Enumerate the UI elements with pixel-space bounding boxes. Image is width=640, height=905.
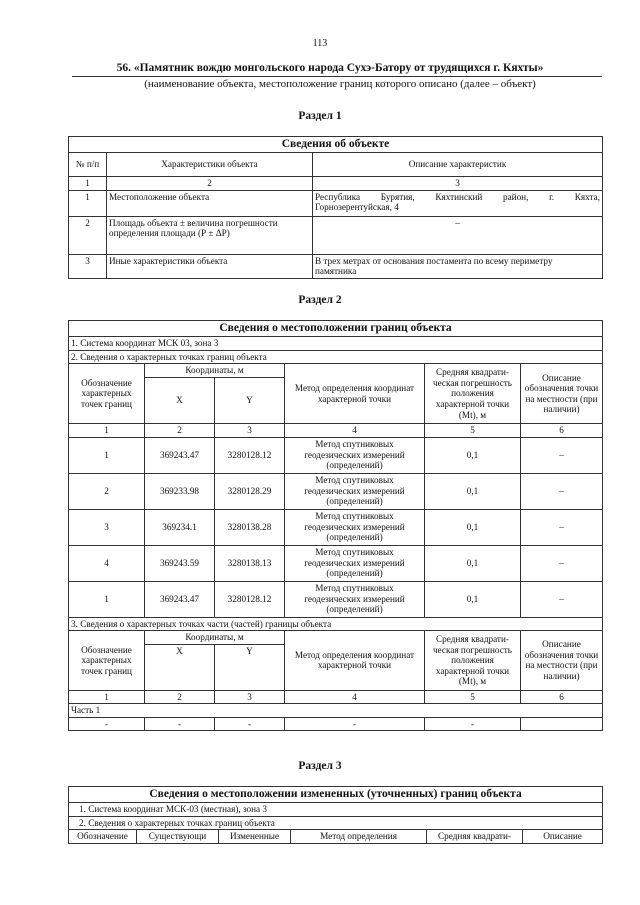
table-row <box>69 190 603 216</box>
table-row <box>69 717 603 731</box>
changed-boundary-table <box>68 786 603 844</box>
object-title: 56. «Памятник вождю монгольского народа Сухэ-Батору от трудящихся г. Кяхты» <box>116 62 544 74</box>
changed-header-designation: Обозначение <box>69 830 137 844</box>
col-number-6: 6 <box>521 423 603 437</box>
description-line: Горнозерентуйская, 4 <box>315 202 399 213</box>
point-x: 369233.98 <box>145 473 215 509</box>
row-description <box>313 216 603 254</box>
col-number-3: 3 <box>313 177 603 191</box>
point-id: 1 <box>69 437 145 473</box>
table-row <box>69 509 603 545</box>
description-line: памятника <box>315 266 357 277</box>
point-x: 369243.47 <box>145 437 215 473</box>
col-number-2: 2 <box>145 423 215 437</box>
table-row <box>69 216 603 254</box>
header-error: Средняя квадрати-ческая погрешность положения характерной точки (Mt), м <box>425 364 521 424</box>
part-header-error: Средняя квадрати-ческая погрешность положения характерной точки (Mt), м <box>425 631 521 691</box>
col-number-4: 4 <box>285 690 425 704</box>
part-header-point-description: Описание обозначения точки на местности (при наличии) <box>521 631 603 691</box>
section2-title: Раздел 2 <box>298 294 342 306</box>
part-cell <box>521 717 603 731</box>
point-x: 369243.59 <box>145 545 215 581</box>
changed-points-title: 2. Сведения о характерных точках границ объекта <box>69 816 603 830</box>
object-info-table <box>68 136 603 279</box>
header-coords: Координаты, м <box>145 364 285 378</box>
point-id: 4 <box>69 545 145 581</box>
table-row <box>69 437 603 473</box>
header-characteristics: Характеристики объекта <box>107 153 313 177</box>
col-number-1: 1 <box>69 423 145 437</box>
part-header-x: X <box>145 644 215 690</box>
part-points-title: 3. Сведения о характерных точках части (частей) границы объекта <box>69 617 603 631</box>
point-id: 3 <box>69 509 145 545</box>
point-method: Метод спутниковых геодезических измерений (определений) <box>285 437 425 473</box>
table-row <box>69 473 603 509</box>
header-number: № п/п <box>69 153 107 177</box>
boundary-table <box>68 320 603 731</box>
changed-header-changed: Измененные <box>219 830 291 844</box>
point-x: 369234.1 <box>145 509 215 545</box>
row-number: 3 <box>69 254 107 278</box>
changed-header-existing: Существующи <box>137 830 219 844</box>
point-error: 0,1 <box>425 545 521 581</box>
point-x: 369243.47 <box>145 581 215 617</box>
col-number-1: 1 <box>69 177 107 191</box>
part-label: Часть 1 <box>69 704 603 718</box>
point-y: 3280128.29 <box>215 473 285 509</box>
col-number-5: 5 <box>425 690 521 704</box>
changed-header-description: Описание <box>523 830 603 844</box>
col-number-2: 2 <box>145 690 215 704</box>
point-method: Метод спутниковых геодезических измерений (определений) <box>285 509 425 545</box>
point-y: 3280128.12 <box>215 437 285 473</box>
row-description <box>313 190 603 216</box>
part-cell: - <box>69 717 145 731</box>
row-number: 2 <box>69 216 107 254</box>
table-row <box>69 545 603 581</box>
header-description: Описание характеристик <box>313 153 603 177</box>
title-underline <box>72 76 602 77</box>
table-row <box>69 254 603 278</box>
part-header-method: Метод определения координат характерной точки <box>285 631 425 691</box>
point-method: Метод спутниковых геодезических измерений (определений) <box>285 545 425 581</box>
page-number: 113 <box>312 38 328 49</box>
point-method: Метод спутниковых геодезических измерений (определений) <box>285 473 425 509</box>
part-cell: - <box>285 717 425 731</box>
col-number-5: 5 <box>425 423 521 437</box>
description-line: В трех метрах от основания постамента по всему периметру <box>315 255 553 266</box>
object-info-table-title: Сведения об объекте <box>69 137 603 153</box>
point-error: 0,1 <box>425 473 521 509</box>
point-y: 3280138.28 <box>215 509 285 545</box>
point-description: – <box>521 545 603 581</box>
row-number: 1 <box>69 190 107 216</box>
col-number-6: 6 <box>521 690 603 704</box>
point-y: 3280138.13 <box>215 545 285 581</box>
coord-system: 1. Система координат МСК 03, зона 3 <box>69 337 603 351</box>
point-description: – <box>521 437 603 473</box>
point-y: 3280128.12 <box>215 581 285 617</box>
header-method: Метод определения координат характерной точки <box>285 364 425 424</box>
point-id: 2 <box>69 473 145 509</box>
object-subtitle: (наименование объекта, местоположение границ которого описано (далее – объект) <box>144 78 536 90</box>
part-header-coords: Координаты, м <box>145 631 285 645</box>
point-description: – <box>521 581 603 617</box>
row-characteristic: Площадь объекта ± величина погрешности определения площади (Р ± ΔР) <box>107 216 313 254</box>
row-characteristic: Иные характеристики объекта <box>107 254 313 278</box>
part-cell: - <box>215 717 285 731</box>
point-description: – <box>521 473 603 509</box>
header-designation: Обозначение характерных точек границ <box>69 364 145 424</box>
part-cell: - <box>145 717 215 731</box>
point-error: 0,1 <box>425 437 521 473</box>
header-x: X <box>145 377 215 423</box>
point-method: Метод спутниковых геодезических измерений (определений) <box>285 581 425 617</box>
col-number-3: 3 <box>215 423 285 437</box>
section1-title: Раздел 1 <box>298 110 342 122</box>
col-number-1: 1 <box>69 690 145 704</box>
part-header-designation: Обозначение характерных точек границ <box>69 631 145 691</box>
row-description <box>313 254 603 278</box>
point-error: 0,1 <box>425 509 521 545</box>
changed-coord-system: 1. Система координат МСК-03 (местная), зона 3 <box>69 803 603 817</box>
col-number-2: 2 <box>107 177 313 191</box>
col-number-3: 3 <box>215 690 285 704</box>
col-number-4: 4 <box>285 423 425 437</box>
description-line: Республика Бурятия, Кяхтинский район, г. Кяхта, <box>315 191 601 202</box>
changed-header-error: Средняя квадрати- <box>427 830 523 844</box>
point-description: – <box>521 509 603 545</box>
part-cell: - <box>425 717 521 731</box>
boundary-table-title: Сведения о местоположении границ объекта <box>69 321 603 337</box>
changed-header-method: Метод определения <box>291 830 427 844</box>
header-point-description: Описание обозначения точки на местности (при наличии) <box>521 364 603 424</box>
changed-boundary-table-title: Сведения о местоположении измененных (уточненных) границ объекта <box>69 787 603 803</box>
point-id: 1 <box>69 581 145 617</box>
section3-title: Раздел 3 <box>298 760 342 772</box>
point-error: 0,1 <box>425 581 521 617</box>
header-y: Y <box>215 377 285 423</box>
points-title: 2. Сведения о характерных точках границ объекта <box>69 350 603 364</box>
table-row <box>69 581 603 617</box>
part-header-y: Y <box>215 644 285 690</box>
row-characteristic: Местоположение объекта <box>107 190 313 216</box>
description-line: – <box>455 217 460 228</box>
